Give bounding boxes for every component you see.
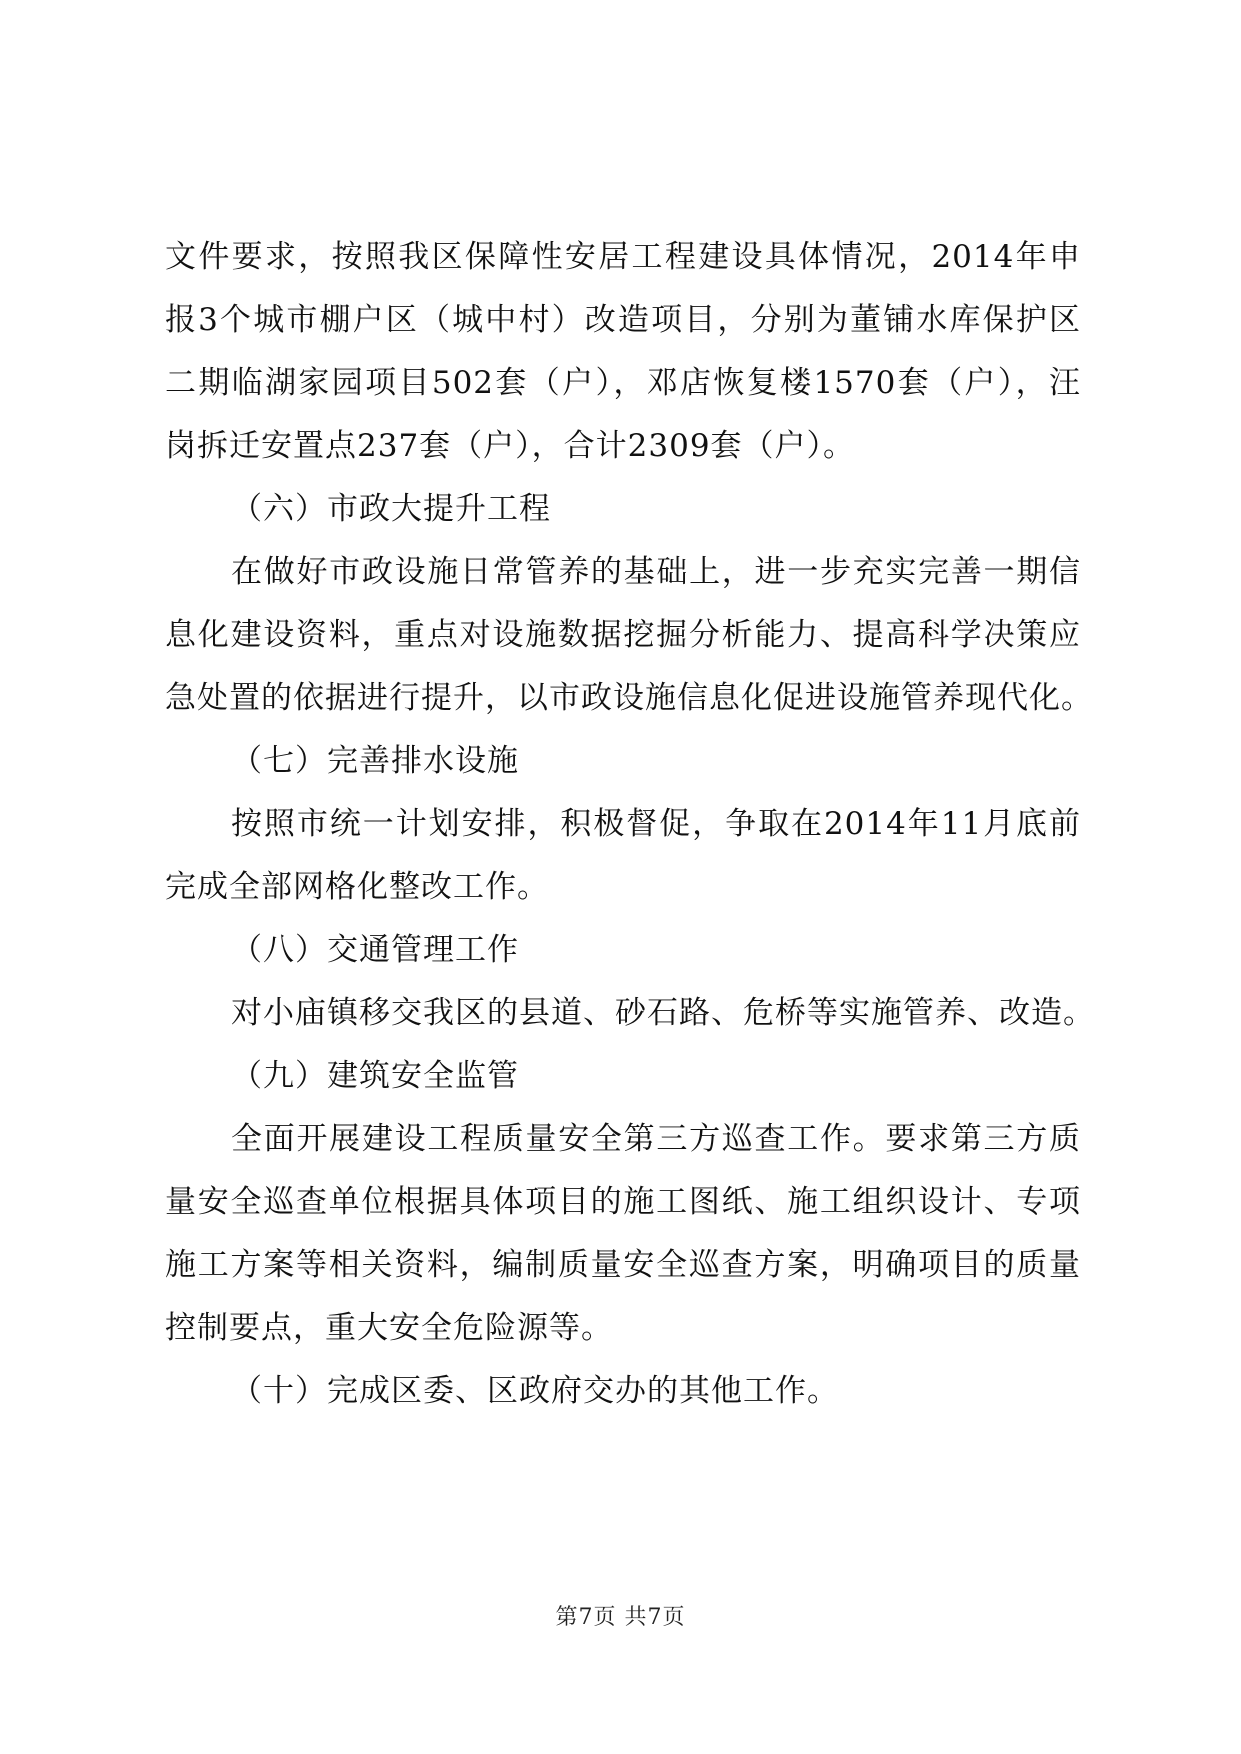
- body-line: 施工方案等相关资料，编制质量安全巡查方案，明确项目的质量: [165, 1247, 1081, 1283]
- document-body: [165, 226, 1095, 1423]
- body-line: 按照市统一计划安排，积极督促，争取在2014年11月底前: [231, 806, 1081, 842]
- body-line: 在做好市政设施日常管养的基础上，进一步充实完善一期信: [231, 554, 1081, 590]
- body-line: 息化建设资料，重点对设施数据挖掘分析能力、提高科学决策应: [165, 617, 1081, 653]
- body-line: 岗拆迁安置点237套（户），合计2309套（户）。: [165, 428, 856, 464]
- section-heading: （十）完成区委、区政府交办的其他工作。: [231, 1373, 839, 1409]
- body-line: 全面开展建设工程质量安全第三方巡查工作。要求第三方质: [231, 1121, 1081, 1157]
- page-number-footer: 第7页 共7页: [555, 1605, 686, 1630]
- section-heading: （六）市政大提升工程: [231, 491, 551, 527]
- section-heading: （七）完善排水设施: [231, 743, 519, 779]
- section-heading: （九）建筑安全监管: [231, 1058, 519, 1094]
- section-heading: （八）交通管理工作: [231, 932, 519, 968]
- body-line: 二期临湖家园项目502套（户），邓店恢复楼1570套（户），汪: [165, 365, 1081, 401]
- body-line: 控制要点，重大安全危险源等。: [165, 1310, 613, 1346]
- body-line: 急处置的依据进行提升，以市政设施信息化促进设施管养现代化。: [165, 680, 1093, 716]
- body-line: 报3个城市棚户区（城中村）改造项目，分别为董铺水库保护区: [165, 302, 1081, 338]
- body-line: 文件要求，按照我区保障性安居工程建设具体情况，2014年申: [165, 239, 1081, 275]
- body-line: 量安全巡查单位根据具体项目的施工图纸、施工组织设计、专项: [165, 1184, 1081, 1220]
- body-line: 完成全部网格化整改工作。: [165, 869, 549, 905]
- body-line: 对小庙镇移交我区的县道、砂石路、危桥等实施管养、改造。: [231, 995, 1095, 1031]
